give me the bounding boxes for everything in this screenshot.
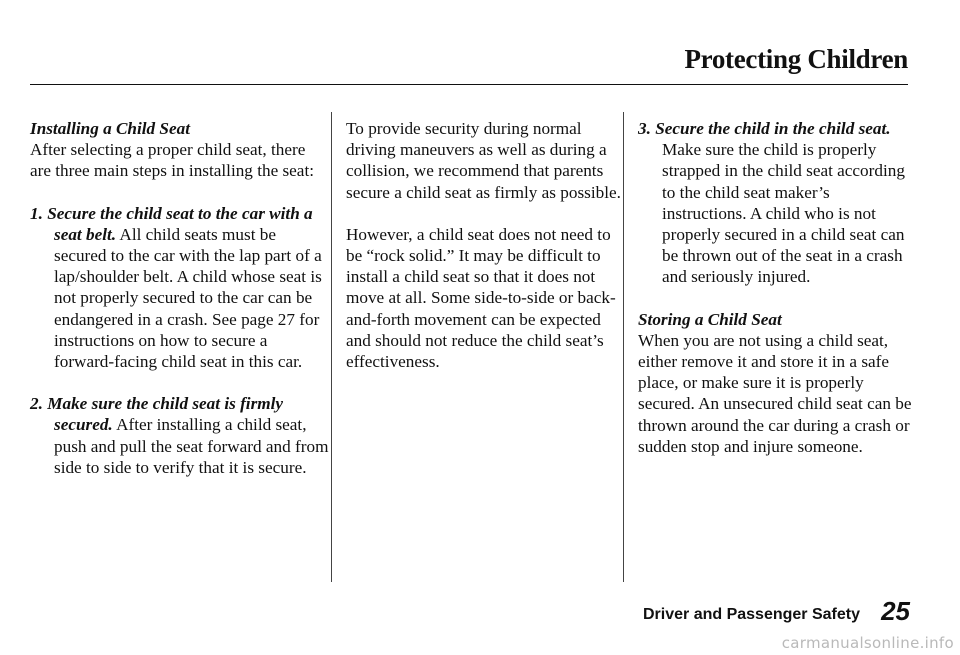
page-header-title: Protecting Children	[684, 44, 908, 74]
step-3-text: Make sure the child is properly strapped in the child seat according to the child seat maker’s instructions. A child who is not properly secured in a child seat can be thrown out of the seat in a crash and seriously injured.	[662, 140, 905, 287]
intro-paragraph: After selecting a proper child seat, there are three main steps in installing the seat:	[30, 140, 314, 181]
section-heading-storing: Storing a Child Seat	[638, 309, 782, 329]
storing-paragraph: When you are not using a child seat, either remove it and store it in a safe place, or make sure it is properly secured. An unsecured child seat can be thrown around the car during a crash or sudden stop and injure someone.	[638, 330, 912, 456]
step-3	[638, 118, 913, 288]
rock-solid-paragraph: However, a child seat does not need to be “rock solid.” It may be difficult to install a child seat so that it does not move at all. Some side-to-side or back-and-forth movement can be expected and should not reduce the child seat’s effectiveness.	[346, 224, 616, 372]
step-1-text: All child seats must be secured to the car with the lap part of a lap/shoulder belt. A child whose seat is not properly secured to the car can be endangered in a crash. See page 27 for instructions on how to secure a forward-facing child seat in this car.	[54, 224, 322, 372]
column-left	[30, 118, 330, 478]
security-paragraph: To provide security during normal driving maneuvers as well as during a collision, we recommend that parents secure a child seat as firmly as possible.	[346, 119, 621, 202]
step-3-number: 3.	[638, 119, 651, 138]
step-2-title: Make sure the child seat is firmly secured.	[47, 394, 284, 435]
step-2-number: 2.	[30, 394, 43, 414]
step-2-text: After installing a child seat, push and pull the seat forward and from side to side to verify that it is secure.	[54, 415, 329, 477]
step-3-title: Secure the child in the child seat.	[655, 119, 891, 138]
footer-section-label: Driver and Passenger Safety	[643, 606, 860, 623]
header-rule	[30, 84, 908, 85]
section-heading-installing: Installing a Child Seat	[30, 119, 190, 138]
column-divider-1	[331, 112, 332, 582]
column-right	[638, 118, 913, 457]
watermark: carmanualsonline.info	[781, 634, 954, 652]
step-1-number: 1.	[30, 203, 43, 223]
footer-page-number: 25	[881, 596, 910, 626]
step-2	[30, 393, 330, 478]
column-middle	[346, 118, 621, 372]
step-1	[30, 203, 330, 373]
step-1-title: Secure the child seat to the car with a seat belt.	[47, 203, 313, 244]
column-divider-2	[623, 112, 624, 582]
